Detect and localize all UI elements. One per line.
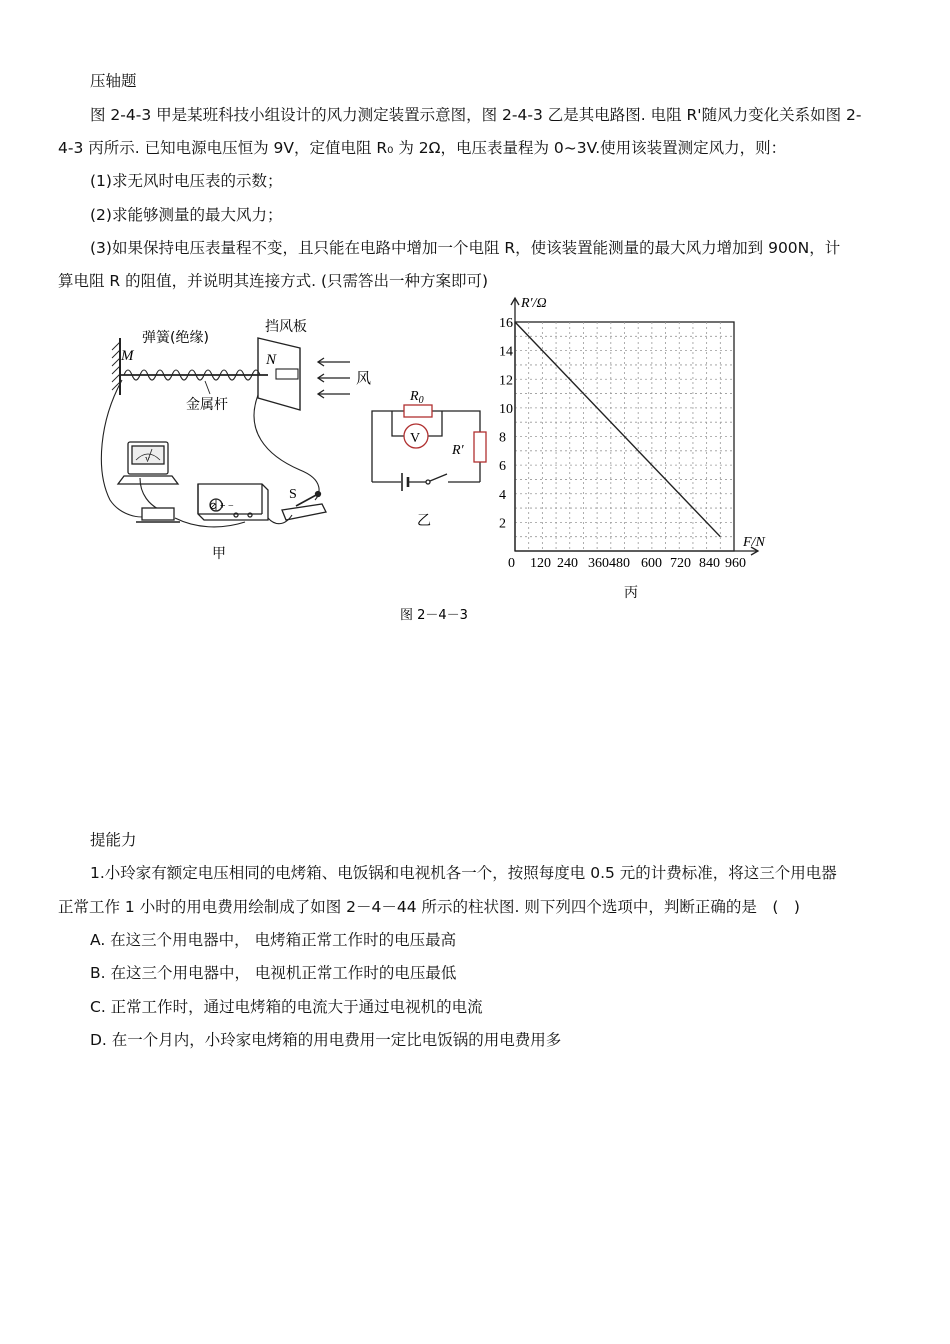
label-supply-terminals: ⊘ + −	[209, 501, 234, 512]
label-bing: 丙	[624, 585, 638, 601]
label-meter-face: V	[145, 456, 151, 464]
section-heading-hard: 压轴题	[90, 72, 137, 90]
x-tick-label: 960	[725, 556, 746, 571]
question-3-line-1: (3)如果保持电压表量程不变，且只能在电路中增加一个电阻 R，使该装置能测量的最大风力增加到 900N，计	[90, 239, 841, 257]
section-heading-ability: 提能力	[90, 831, 137, 849]
problem-text-line-1: 图 2-4-3 甲是某班科技小组设计的风力测定装置示意图，图 2-4-3 乙是其电路图. 电阻 R'随风力变化关系如图 2-	[90, 106, 862, 124]
y-tick-label: 8	[499, 430, 506, 446]
option-a: A. 在这三个用电器中， 电烤箱正常工作时的电压最高	[90, 931, 457, 949]
label-R0: $R_0$	[410, 389, 424, 406]
option-d: D. 在一个月内，小玲家电烤箱的用电费用一定比电饭锅的用电费用多	[90, 1031, 562, 1049]
x-tick-label: 120	[530, 556, 551, 571]
graph	[499, 296, 765, 601]
x-tick-label: 720	[670, 556, 691, 571]
y-tick-label: 2	[499, 516, 506, 532]
origin-label: 0	[508, 556, 515, 571]
y-tick-label: 16	[499, 316, 513, 331]
label-wind: 风	[356, 369, 372, 387]
circuit-diagram	[372, 405, 486, 491]
x-tick-label: 240	[557, 556, 578, 571]
y-axis-label: R′/Ω	[521, 296, 547, 311]
x-axis-label: F/N	[743, 535, 765, 550]
option-b: B. 在这三个用电器中， 电视机正常工作时的电压最低	[90, 964, 457, 982]
label-voltmeter: V	[410, 431, 421, 446]
problem-text-line-2: 4-3 丙所示. 已知电源电压恒为 9V，定值电阻 R₀ 为 2Ω，电压表量程为 0~3V.使用该装置测定风力，则：	[58, 139, 787, 157]
label-jia: 甲	[212, 546, 226, 562]
label-M: M	[121, 348, 134, 364]
stem-line-1: 1.小玲家有额定电压相同的电烤箱、电饭锅和电视机各一个，按照每度电 0.5 元的计费标准，将这三个用电器	[90, 864, 837, 882]
question-1: (1)求无风时电压表的示数；	[90, 172, 283, 190]
label-rod: 金属杆	[186, 397, 228, 413]
x-tick-label: 840	[699, 556, 720, 571]
y-tick-label: 12	[499, 373, 513, 389]
question-3-line-2: 算电阻 R 的阻值，并说明其连接方式. (只需答出一种方案即可)	[58, 272, 489, 290]
figure-caption: 图 2－4－3	[400, 608, 468, 623]
y-tick-label: 6	[499, 459, 506, 475]
x-tick-label: 600	[641, 556, 662, 571]
label-Rprime: R′	[452, 443, 464, 458]
y-tick-label: 10	[499, 401, 513, 417]
option-c: C. 正常工作时，通过电烤箱的电流大于通过电视机的电流	[90, 998, 483, 1016]
question-2: (2)求能够测量的最大风力；	[90, 206, 283, 224]
y-tick-label: 14	[499, 344, 513, 360]
label-N: N	[266, 352, 277, 368]
x-tick-label: 360480	[588, 556, 630, 571]
apparatus-diagram	[101, 338, 350, 527]
y-tick-label: 4	[499, 487, 506, 503]
label-yi: 乙	[417, 513, 431, 529]
stem-line-2: 正常工作 1 小时的用电费用绘制成了如图 2－4－44 所示的柱状图. 则下列四个选项中，判断正确的是 ( )	[58, 898, 800, 916]
figure-2-4-3	[0, 290, 950, 630]
label-board: 挡风板	[265, 319, 307, 335]
label-spring: 弹簧(绝缘)	[142, 330, 209, 346]
apparatus-labels	[120, 318, 371, 562]
label-S: S	[289, 487, 297, 502]
